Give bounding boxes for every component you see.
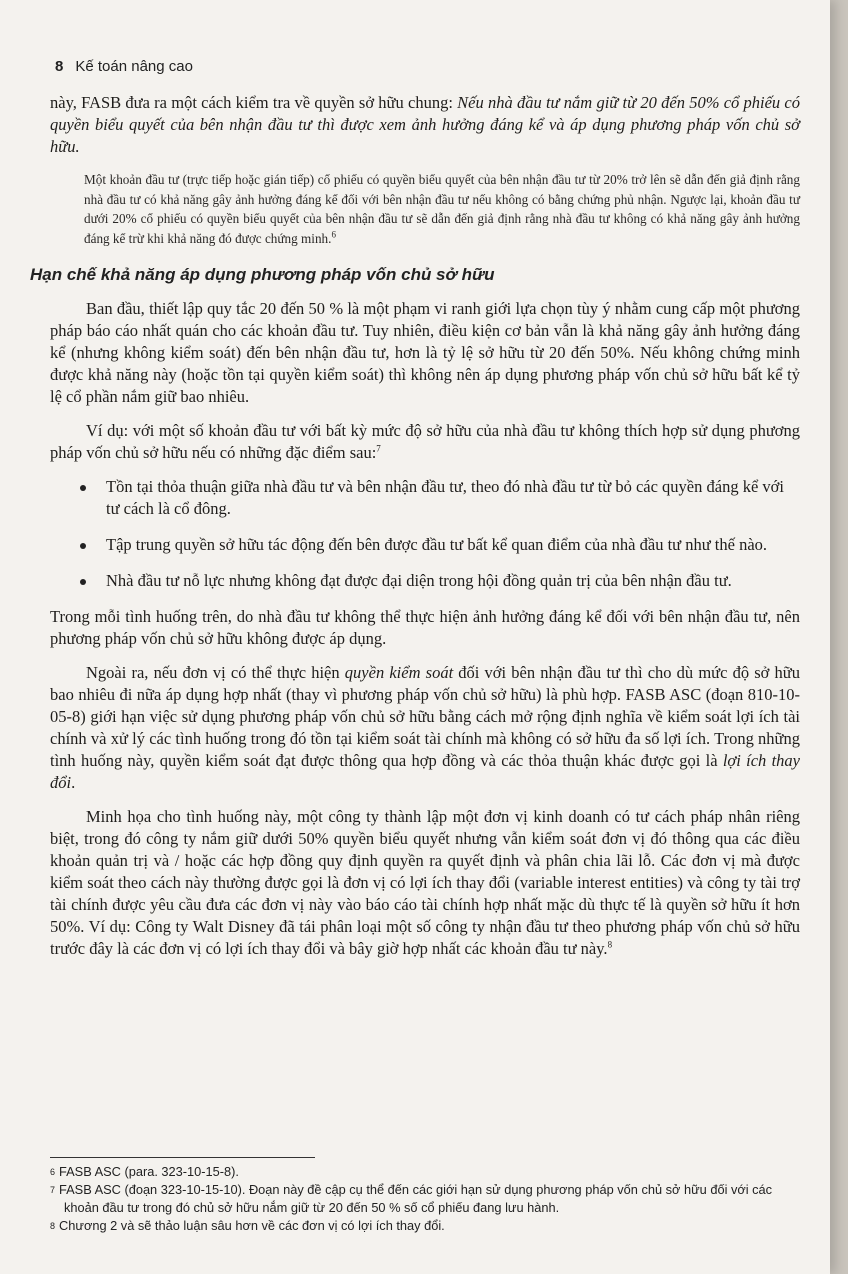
paragraph-text: này, FASB đưa ra một cách kiểm tra về quyền sở hữu chung:	[50, 93, 458, 112]
paragraph-initial-rule: Ban đầu, thiết lập quy tắc 20 đến 50 % là một phạm vi ranh giới lựa chọn tùy ý nhằm cung cấp một phương pháp báo cáo nhất quán cho các khoản đầu tư. Tuy nhiên, điều kiện cơ bản vẫn là khả năng gây ảnh hưởng đáng kể (nhưng không kiểm soát) đến bên nhận đầu tư, hơn là tỷ lệ sở hữu từ 20 đến 50%. Nếu không chứng minh được khả năng này (hoặc tồn tại quyền kiểm soát) thì không nên áp dụng phương pháp vốn chủ sở hữu bất kể tỷ lệ cổ phần nắm giữ bao nhiêu.	[50, 299, 800, 407]
footnote	[50, 1217, 820, 1235]
list-item	[106, 476, 800, 520]
page-number: 8	[55, 58, 64, 75]
footnote-text: FASB ASC (đoạn 323-10-15-10). Đoạn này đề cập cụ thể đến các giới hạn sử dụng phương pháp vốn chủ sở hữu đối với các	[59, 1182, 773, 1197]
running-header	[55, 58, 193, 75]
list-item-text: Nhà đầu tư nỗ lực nhưng không đạt được đại diện trong hội đồng quản trị của bên nhận đầu tư.	[106, 571, 732, 591]
bullet-icon	[80, 485, 86, 491]
section-heading: Hạn chế khả năng áp dụng phương pháp vốn chủ sở hữu	[30, 265, 495, 285]
footnote-divider	[50, 1157, 315, 1158]
paragraph-illustration	[50, 806, 800, 960]
footnote-mark: 6	[50, 1167, 56, 1177]
footnote-text: FASB ASC (para. 323-10-15-8).	[59, 1164, 239, 1179]
paragraph-text: .	[71, 773, 76, 793]
list-item-text: Tồn tại thỏa thuận giữa nhà đầu tư và bên nhận đầu tư, theo đó nhà đầu tư từ bỏ các quyền đáng kể với tư cách là cổ đông.	[106, 477, 784, 519]
footnote-mark: 7	[50, 1185, 56, 1195]
paragraph-example-intro	[50, 420, 800, 464]
footnote-text: Chương 2 và sẽ thảo luận sâu hơn về các đơn vị có lợi ích thay đổi.	[59, 1218, 445, 1233]
paragraph-text: đối với bên nhận đầu tư thì cho dù mức độ sở hữu bao nhiêu đi nữa áp dụng hợp nhất (thay vì phương pháp vốn chủ sở hữu) là phù hợp. FASB ASC (đoạn 810-10-05-8) giới hạn việc sử dụng phương pháp vốn chủ sở hữu bằng cách mở rộng định nghĩa về kiểm soát lợi ích tài chính và xử lý các tình huống trong đó tồn tại kiểm soát tài chính mà không có sở hữu đa số lợi ích. Trong những tình huống này, quyền kiểm soát đạt được thông qua hợp đồng và các thỏa thuận khác được gọi là	[50, 663, 800, 771]
footnote-mark: 8	[50, 1221, 56, 1231]
paragraph-text: Minh họa cho tình huống này, một công ty thành lập một đơn vị kinh doanh có tư cách pháp nhân riêng biệt, trong đó công ty nắm giữ dưới 50% quyền biểu quyết nhưng vẫn kiểm soát đơn vị đó thông qua các điều khoản quản trị và / hoặc các hợp đồng quy định quyền ra quyết định và phân chia lãi lỗ. Các đơn vị mà được kiểm soát theo cách này thường được gọi là đơn vị có lợi ích thay đổi (variable interest entities) và công ty tài trợ tài chính được yêu cầu đưa các đơn vị này vào báo cáo tài chính hợp nhất mặc dù thực tế là quyền sở hữu ít hơn 50%. Ví dụ: Công ty Walt Disney đã tái phân loại một số công ty nhận đầu tư theo phương pháp vốn chủ sở hữu trước đây là các đơn vị có lợi ích thay đổi và bây giờ hợp nhất các khoản đầu tư này.	[50, 807, 800, 959]
paragraph-control	[50, 662, 800, 794]
footnote	[50, 1181, 820, 1217]
footnote	[50, 1163, 820, 1181]
footnote-ref: 6	[331, 229, 336, 240]
book-title: Kế toán nâng cao	[75, 58, 193, 75]
footnote-text-continued: khoản đầu tư trong đó chủ sở hữu nắm giữ từ 20 đến 50 % số cổ phiếu đang lưu hành.	[64, 1200, 560, 1215]
paragraph-conclusion: Trong mỗi tình huống trên, do nhà đầu tư không thể thực hiện ảnh hưởng đáng kể đối với bên nhận đầu tư, nên phương pháp vốn chủ sở hữu không được áp dụng.	[50, 607, 800, 649]
paragraph-ownership-test	[50, 92, 800, 158]
bullet-icon	[80, 543, 86, 549]
paragraph-text: Ví dụ: với một số khoản đầu tư với bất kỳ mức độ sở hữu của nhà đầu tư không thích hợp sử dụng phương pháp vốn chủ sở hữu nếu có những đặc điểm sau:	[50, 421, 800, 463]
footnote-ref: 7	[376, 443, 381, 454]
block-quote	[84, 170, 800, 248]
bullet-icon	[80, 579, 86, 585]
quote-text: Một khoản đầu tư (trực tiếp hoặc gián tiếp) cổ phiếu có quyền biểu quyết của bên nhận đầu tư từ 20% trở lên sẽ dẫn đến giả định rằng nhà đầu tư có khả năng gây ảnh hưởng đáng kể đối với bên nhận đầu tư nếu không có bằng chứng phủ nhận. Ngược lại, khoản đầu tư dưới 20% cổ phiếu có quyền biểu quyết của bên nhận đầu tư sẽ dẫn đến giả định rằng nhà đầu tư không có khả năng gây ảnh hưởng đáng kể trừ khi khả năng đó được chứng minh.	[84, 172, 800, 246]
italic-ownership-rule: Nếu nhà đầu tư nắm giữ từ 20 đến 50% cổ phiếu có quyền biểu quyết của bên nhận đầu tư thì được xem ảnh hưởng đáng kể và áp dụng phương pháp vốn chủ sở hữu.	[50, 93, 800, 156]
italic-term: lợi ích thay đổi	[50, 751, 800, 793]
list-item	[106, 570, 800, 592]
list-item-text: Tập trung quyền sở hữu tác động đến bên được đầu tư bất kể quan điểm của nhà đầu tư như thế nào.	[106, 535, 768, 555]
body-text	[30, 92, 800, 972]
bullet-list	[50, 476, 800, 592]
italic-term: quyền kiểm soát	[344, 663, 454, 683]
list-item	[106, 534, 800, 556]
footnote-ref: 8	[607, 939, 613, 950]
paragraph-text: Ngoài ra, nếu đơn vị có thể thực hiện	[86, 663, 345, 683]
footnotes	[50, 1163, 820, 1235]
